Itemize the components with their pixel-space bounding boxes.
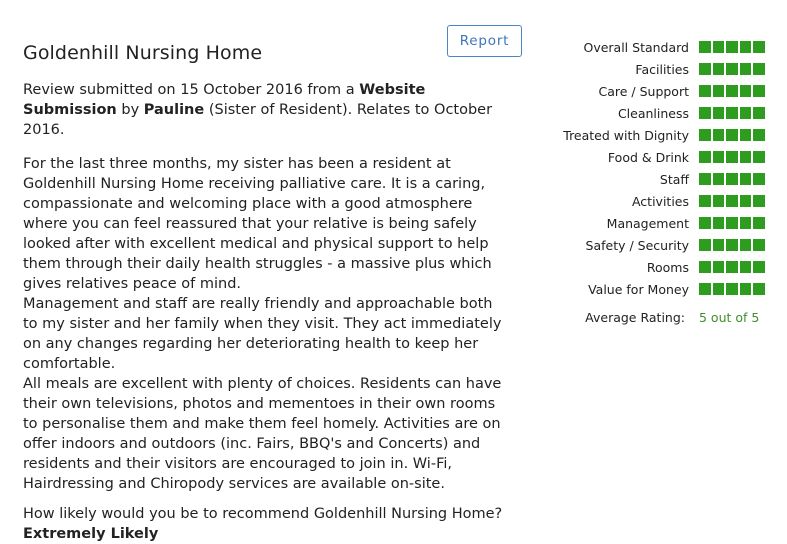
rating-segment xyxy=(753,63,765,75)
review-meta xyxy=(23,80,511,140)
rating-segment xyxy=(740,195,752,207)
rating-segment xyxy=(726,195,738,207)
rating-bar xyxy=(699,261,765,273)
rating-bar xyxy=(699,173,765,185)
rating-row xyxy=(535,168,765,190)
rating-label: Management xyxy=(606,215,689,231)
review-paragraph: All meals are excellent with plenty of choices. Residents can have their own televisions, photos and mementoes in their own rooms to personalise them and make them feel homely. Activities are on offer indoors and outdoors (inc. Fairs, BBQ's and Concerts) and residents and their visitors are encouraged to join in. Wi-Fi, Hairdressing and Chiropody services are available on-site. xyxy=(23,376,502,492)
rating-segment xyxy=(753,173,765,185)
meta-author: Pauline xyxy=(143,102,205,118)
rating-row xyxy=(535,146,765,168)
rating-segment xyxy=(740,41,752,53)
review-paragraph: Management and staff are really friendly and approachable both to my sister and her family when they visit. They act immediately on any changes regarding her deteriorating health to keep her comfortable. xyxy=(23,296,502,372)
rating-segment xyxy=(753,107,765,119)
rating-segment xyxy=(740,129,752,141)
rating-segment xyxy=(713,283,725,295)
average-rating-label: Average Rating: xyxy=(585,310,685,325)
meta-source: Website Submission xyxy=(23,82,426,118)
rating-row xyxy=(535,58,765,80)
rating-segment xyxy=(726,239,738,251)
rating-segment xyxy=(713,85,725,97)
rating-row xyxy=(535,190,765,212)
rating-label: Safety / Security xyxy=(585,237,689,253)
rating-segment xyxy=(740,283,752,295)
rating-row xyxy=(535,80,765,102)
meta-prefix: Review submitted on 15 October 2016 from a xyxy=(23,82,360,98)
rating-label: Facilities xyxy=(635,61,689,77)
rating-segment xyxy=(713,151,725,163)
report-button[interactable]: Report xyxy=(447,25,522,57)
rating-segment xyxy=(753,151,765,163)
rating-segment xyxy=(713,129,725,141)
rating-label: Food & Drink xyxy=(607,149,689,165)
review-panel xyxy=(23,40,511,544)
rating-segment xyxy=(699,129,711,141)
rating-segment xyxy=(740,151,752,163)
rating-segment xyxy=(699,283,711,295)
rating-bar xyxy=(699,239,765,251)
rating-row xyxy=(535,256,765,278)
meta-by: by xyxy=(116,102,144,118)
rating-segment xyxy=(713,63,725,75)
rating-segment xyxy=(726,261,738,273)
rating-segment xyxy=(753,85,765,97)
rating-label: Care / Support xyxy=(598,83,689,99)
rating-segment xyxy=(740,63,752,75)
rating-segment xyxy=(699,195,711,207)
rating-segment xyxy=(726,129,738,141)
rating-bar xyxy=(699,41,765,53)
rating-segment xyxy=(713,195,725,207)
rating-segment xyxy=(699,151,711,163)
rating-segment xyxy=(726,63,738,75)
rating-label: Staff xyxy=(659,171,689,187)
rating-segment xyxy=(699,261,711,273)
rating-bar xyxy=(699,151,765,163)
rating-segment xyxy=(726,217,738,229)
rating-segment xyxy=(713,107,725,119)
rating-row xyxy=(535,124,765,146)
rating-segment xyxy=(753,41,765,53)
rating-bar xyxy=(699,195,765,207)
rating-segment xyxy=(699,239,711,251)
rating-segment xyxy=(726,41,738,53)
rating-segment xyxy=(726,173,738,185)
average-rating-value: 5 out of 5 xyxy=(699,310,760,325)
rating-label: Treated with Dignity xyxy=(563,127,689,143)
rating-segment xyxy=(713,41,725,53)
rating-segment xyxy=(753,217,765,229)
rating-label: Activities xyxy=(631,193,689,209)
rating-segment xyxy=(753,239,765,251)
rating-segment xyxy=(699,107,711,119)
rating-segment xyxy=(740,217,752,229)
rating-bar xyxy=(699,107,765,119)
rating-segment xyxy=(699,85,711,97)
rating-segment xyxy=(699,63,711,75)
rating-segment xyxy=(713,261,725,273)
rating-segment xyxy=(753,195,765,207)
rating-row xyxy=(535,212,765,234)
rating-bar xyxy=(699,129,765,141)
rating-row xyxy=(535,102,765,124)
rating-bar xyxy=(699,217,765,229)
rating-list xyxy=(535,36,765,300)
rating-segment xyxy=(726,85,738,97)
review-paragraph: For the last three months, my sister has been a resident at Goldenhill Nursing Home receiving palliative care. It is a caring, compassionate and welcoming place with a good atmosphere where you can feel reassured that your relative is being safely looked after with excellent medical and physical support to help them through their daily health struggles - a massive plus which gives relatives peace of mind. xyxy=(23,156,492,292)
rating-segment xyxy=(699,217,711,229)
meta-suffix: (Sister of Resident). Relates to October 2016. xyxy=(23,102,493,138)
rating-segment xyxy=(726,151,738,163)
ratings-panel xyxy=(535,36,765,325)
rating-segment xyxy=(699,41,711,53)
rating-segment xyxy=(713,239,725,251)
rating-bar xyxy=(699,63,765,75)
rating-bar xyxy=(699,85,765,97)
rating-label: Cleanliness xyxy=(617,105,689,121)
review-title: Goldenhill Nursing Home xyxy=(23,42,263,64)
rating-segment xyxy=(726,283,738,295)
rating-label: Value for Money xyxy=(588,281,689,297)
rating-bar xyxy=(699,283,765,295)
rating-segment xyxy=(740,239,752,251)
rating-segment xyxy=(699,173,711,185)
rating-segment xyxy=(713,173,725,185)
rating-segment xyxy=(753,129,765,141)
rating-segment xyxy=(726,107,738,119)
rating-label: Rooms xyxy=(646,259,689,275)
average-rating xyxy=(535,310,765,325)
rating-segment xyxy=(740,261,752,273)
recommend-answer: Extremely Likely xyxy=(23,526,159,542)
rating-segment xyxy=(740,85,752,97)
rating-row xyxy=(535,278,765,300)
rating-row xyxy=(535,36,765,58)
rating-segment xyxy=(713,217,725,229)
rating-segment xyxy=(753,283,765,295)
rating-label: Overall Standard xyxy=(583,39,689,55)
rating-row xyxy=(535,234,765,256)
rating-segment xyxy=(753,261,765,273)
rating-segment xyxy=(740,173,752,185)
rating-segment xyxy=(740,107,752,119)
review-body xyxy=(23,154,511,494)
recommend-question: How likely would you be to recommend Goldenhill Nursing Home? xyxy=(23,506,503,522)
